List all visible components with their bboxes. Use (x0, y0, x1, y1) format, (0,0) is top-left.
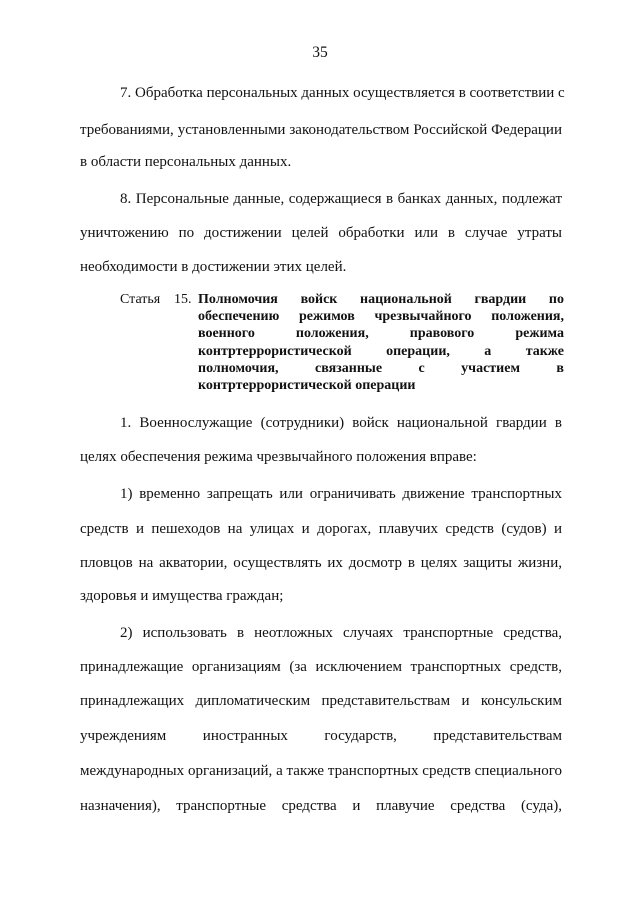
item2-line-1: 2) использовать в неотложных случаях транспортные средства, (120, 625, 562, 641)
para1-line-1: 1. Военнослужащие (сотрудники) войск национальной гвардии в (120, 415, 562, 431)
item1-line-2: средств и пешеходов на улицах и дорогах, плавучих средств (судов) и (80, 521, 562, 537)
article-title-line-5: полномочия, связанные с участием в (198, 360, 564, 376)
article-number: 15. (174, 292, 192, 307)
para7-line-3: в области персональных данных. (80, 154, 292, 170)
para8-line-2: уничтожению по достижении целей обработки или в случае утраты (80, 225, 562, 241)
item2-line-4: учреждениям иностранных государств, представительствам (80, 728, 562, 744)
para7-line-1: 7. Обработка персональных данных осуществляется в соответствии с (120, 85, 565, 101)
para8-line-3: необходимости в достижении этих целей. (80, 259, 347, 275)
article-title-line-4: контртеррористической операции, а также (198, 343, 564, 359)
para8-line-1: 8. Персональные данные, содержащиеся в банках данных, подлежат (120, 191, 562, 207)
item2-line-2: принадлежащие организациям (за исключением транспортных средств, (80, 659, 562, 675)
article-title-line-2: обеспечению режимов чрезвычайного положения, (198, 309, 564, 325)
article-title-line-6: контртеррористической операции (198, 378, 416, 394)
page-number: 35 (312, 44, 328, 61)
para7-line-2: требованиями, установленными законодательством Российской Федерации (80, 122, 562, 138)
article-label: Статья (120, 292, 161, 307)
item1-line-3: пловцов на акватории, осуществлять их досмотр в целях защиты жизни, (80, 555, 562, 571)
item1-line-4: здоровья и имущества граждан; (80, 588, 284, 604)
item2-line-6: назначения), транспортные средства и плавучие средства (суда), (80, 798, 562, 814)
para1-line-2: целях обеспечения режима чрезвычайного положения вправе: (80, 449, 477, 465)
item2-line-5: международных организаций, а также транспортных средств специального (80, 763, 562, 779)
item1-line-1: 1) временно запрещать или ограничивать движение транспортных (120, 486, 562, 502)
article-title-line-3: военного положения, правового режима (198, 326, 564, 342)
article-title-line-1: Полномочия войск национальной гвардии по (198, 292, 564, 307)
article-title (198, 291, 564, 394)
item2-line-3: принадлежащих дипломатическим представительствам и консульским (80, 693, 562, 709)
